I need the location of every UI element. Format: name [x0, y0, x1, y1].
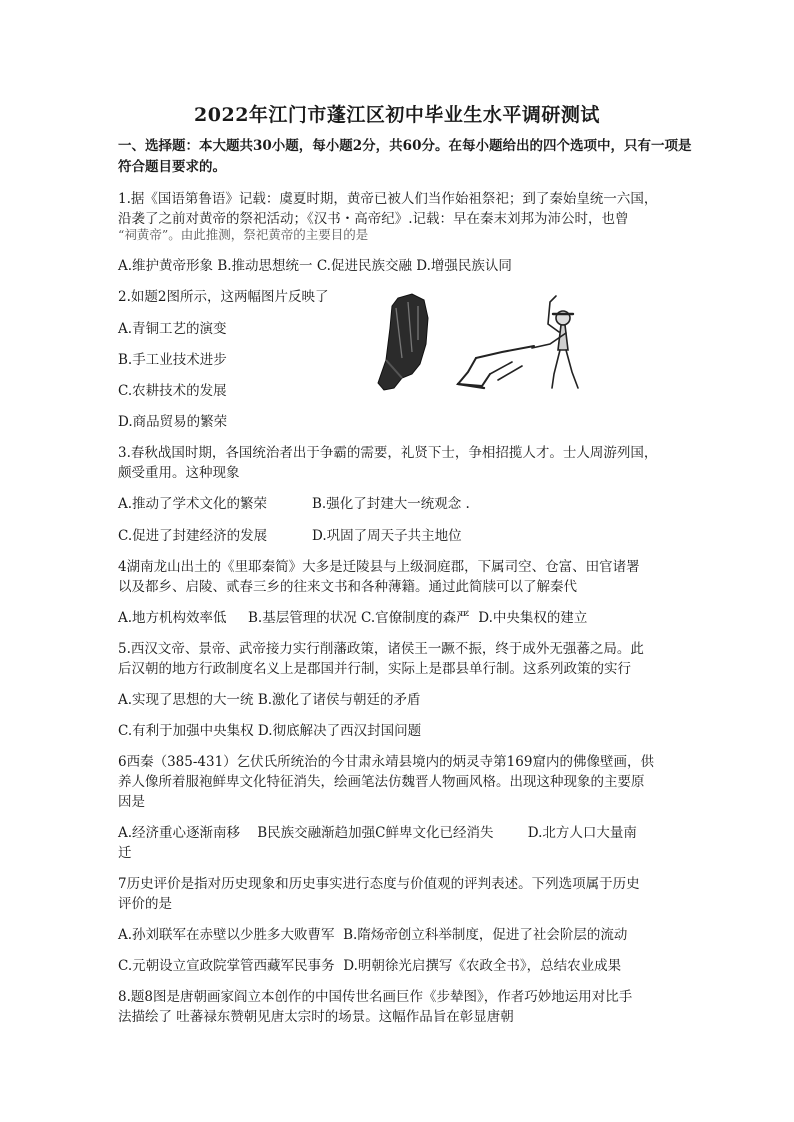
q5-line1: 5.西汉文帝、景帝、武帝接力实行削藩政策，诸侯王一蹶不振，终于成外无强蕃之局。此 — [118, 641, 644, 657]
q2-option-a: A.青铜工艺的演变 — [118, 321, 227, 337]
page-title: 2022年江门市蓬江区初中毕业生水平调研测试 — [194, 104, 600, 126]
q1-line3: “祠黄帝”。由此推测，祭祀黄帝的主要目的是 — [118, 227, 369, 242]
section-instructions: 一、选择题：本大题共30小题，每小题2分，共60分。在每小题给出的四个选项中，只有一项是符合题目要求的。 — [118, 138, 692, 175]
q2-option-b: B.手工业技术进步 — [118, 352, 227, 368]
q3-line1: 3.春秋战国时期，各国统治者出于争霸的需要，礼贤下士，争相招揽人才。士人周游列国， — [118, 445, 658, 461]
q2-option-c: C.农耕技术的发展 — [118, 383, 227, 399]
q6-line1: 6西秦（385-431）乞伏氏所统治的今甘肃永靖县境内的炳灵寺第169窟内的佛像壁画，供 — [118, 754, 654, 770]
q6-options: A.经济重心逐渐南移 B民族交融渐趋加强C鲜卑文化已经消失 D.北方人口大量南 — [118, 825, 637, 841]
q4-line2: 以及都乡、启陵、贰春三乡的往来文书和各种薄籍。通过此简牍可以了解秦代 — [118, 579, 577, 595]
q8-line2: 法描绘了 吐蕃禄东赞朝见唐太宗时的场景。这幅作品旨在彰显唐朝 — [118, 1009, 514, 1025]
q3-option-d: D.巩固了周天子共主地位 — [312, 528, 462, 544]
q5-options-cd: C.有利于加强中央集权 D.彻底解决了西汉封国问题 — [118, 723, 422, 739]
q3-option-b: B.强化了封建大一统观念 . — [312, 496, 470, 512]
q7-line2: 评价的是 — [118, 896, 172, 912]
q3-option-a: A.推动了学术文化的繁荣 — [118, 496, 268, 512]
q3-line2: 颇受重用。这种现象 — [118, 465, 240, 481]
farmer-ploughing-illustration — [458, 296, 578, 388]
q6-options-cont: 迁 — [118, 845, 132, 861]
plough-share-illustration — [378, 294, 428, 390]
q5-line2: 后汉朝的地方行政制度名义上是郡国并行制，实际上是郡县单行制。这系列政策的实行 — [118, 661, 631, 677]
q1-line1: 1.据《国语第鲁语》记载：虞夏时期，黄帝已被人们当作始祖祭祀；到了秦始皇统一六国， — [118, 191, 658, 207]
q2-figure — [372, 288, 604, 396]
q2-stem: 2.如题2图所示，这两幅图片反映了 — [118, 289, 329, 305]
q6-line3: 因是 — [118, 794, 145, 810]
q4-options: A.地方机构效率低 B.基层管理的状况 C.官僚制度的森严 D.中央集权的建立 — [118, 610, 588, 626]
q5-options-ab: A.实现了思想的大一统 B.激化了诸侯与朝廷的矛盾 — [118, 692, 421, 708]
q8-line1: 8.题8图是唐朝画家阎立本创作的中国传世名画巨作《步辇图》，作者巧妙地运用对比手 — [118, 989, 633, 1005]
q2-option-d: D.商品贸易的繁荣 — [118, 414, 228, 430]
q3-option-c: C.促进了封建经济的发展 — [118, 528, 268, 544]
q1-line2: 沿袭了之前对黄帝的祭祀活动；《汉书・高帝纪》.记载：早在秦末刘邦为沛公时，也曾 — [118, 211, 629, 227]
q4-line1: 4湖南龙山出土的《里耶秦简》大多是迁陵县与上级洞庭郡，下属司空、仓富、田官诸署 — [118, 559, 640, 575]
q7-options-ab: A.孙刘联军在赤壁以少胜多大败曹军 B.隋炀帝创立科举制度，促进了社会阶层的流动 — [118, 927, 628, 943]
q6-line2: 养人像所着服袍鲜卑文化特征消失，绘画笔法仿魏晋人物画风格。出现这种现象的主要原 — [118, 774, 645, 790]
q1-options: A.维护黄帝形象 B.推动思想统一 C.促进民族交融 D.增强民族认同 — [118, 258, 512, 274]
q7-line1: 7历史评价是指对历史现象和历史事实进行态度与价值观的评判表述。下列选项属于历史 — [118, 876, 640, 892]
q7-options-cd: C.元朝设立宣政院掌管西藏军民事务 D.明朝徐光启撰写《农政全书》，总结农业成果 — [118, 958, 622, 974]
